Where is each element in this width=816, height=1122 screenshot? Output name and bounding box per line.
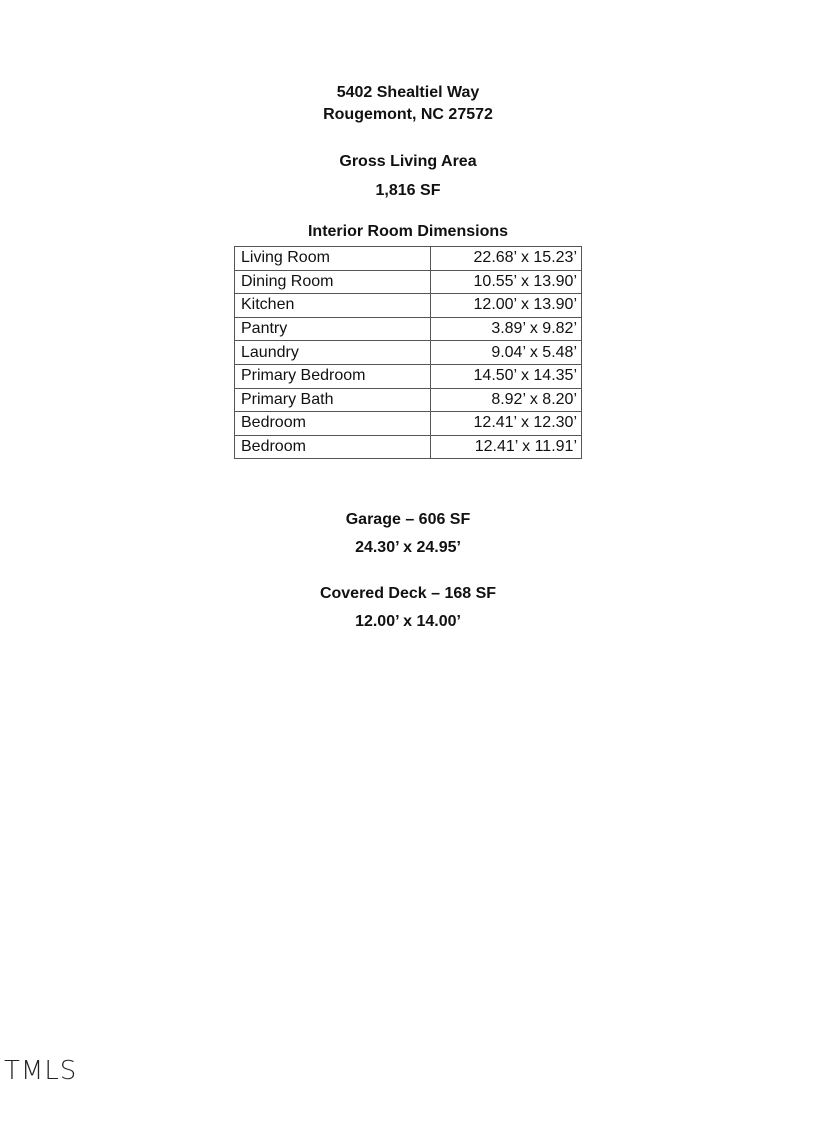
room-name: Kitchen [235,294,431,318]
address-line2: Rougemont, NC 27572 [323,106,493,123]
room-name: Bedroom [235,435,431,459]
room-dimensions-table [234,246,582,459]
room-dimensions: 12.00’ x 13.90’ [431,294,582,318]
deck-dims: 12.00’ x 14.00’ [355,613,461,630]
room-name: Living Room [235,247,431,271]
room-dimensions: 8.92’ x 8.20’ [431,388,582,412]
table-row [235,435,582,459]
table-row [235,317,582,341]
room-dimensions: 22.68’ x 15.23’ [431,247,582,271]
address-line1: 5402 Shealtiel Way [336,84,480,101]
room-name: Primary Bath [235,388,431,412]
table-row [235,341,582,365]
table-row [235,388,582,412]
room-dimensions: 9.04’ x 5.48’ [431,341,582,365]
room-name: Laundry [235,341,431,365]
room-name: Dining Room [235,270,431,294]
garage-label: Garage – 606 SF [345,511,471,528]
room-name: Bedroom [235,412,431,436]
room-dimensions: 14.50’ x 14.35’ [431,364,582,388]
room-dimensions: 3.89’ x 9.82’ [431,317,582,341]
room-dimensions: 12.41’ x 11.91’ [431,435,582,459]
room-dimensions: 10.55’ x 13.90’ [431,270,582,294]
rooms-title: Interior Room Dimensions [307,223,509,240]
table-row [235,247,582,271]
mls-logo: TMLS [4,1056,78,1086]
deck-label: Covered Deck – 168 SF [319,585,497,602]
room-name: Primary Bedroom [235,364,431,388]
gla-value: 1,816 SF [375,182,441,199]
table-row [235,270,582,294]
table-row [235,412,582,436]
table-row [235,294,582,318]
garage-dims: 24.30’ x 24.95’ [355,539,461,556]
room-dimensions: 12.41’ x 12.30’ [431,412,582,436]
gla-label: Gross Living Area [339,153,477,170]
room-name: Pantry [235,317,431,341]
table-row [235,364,582,388]
